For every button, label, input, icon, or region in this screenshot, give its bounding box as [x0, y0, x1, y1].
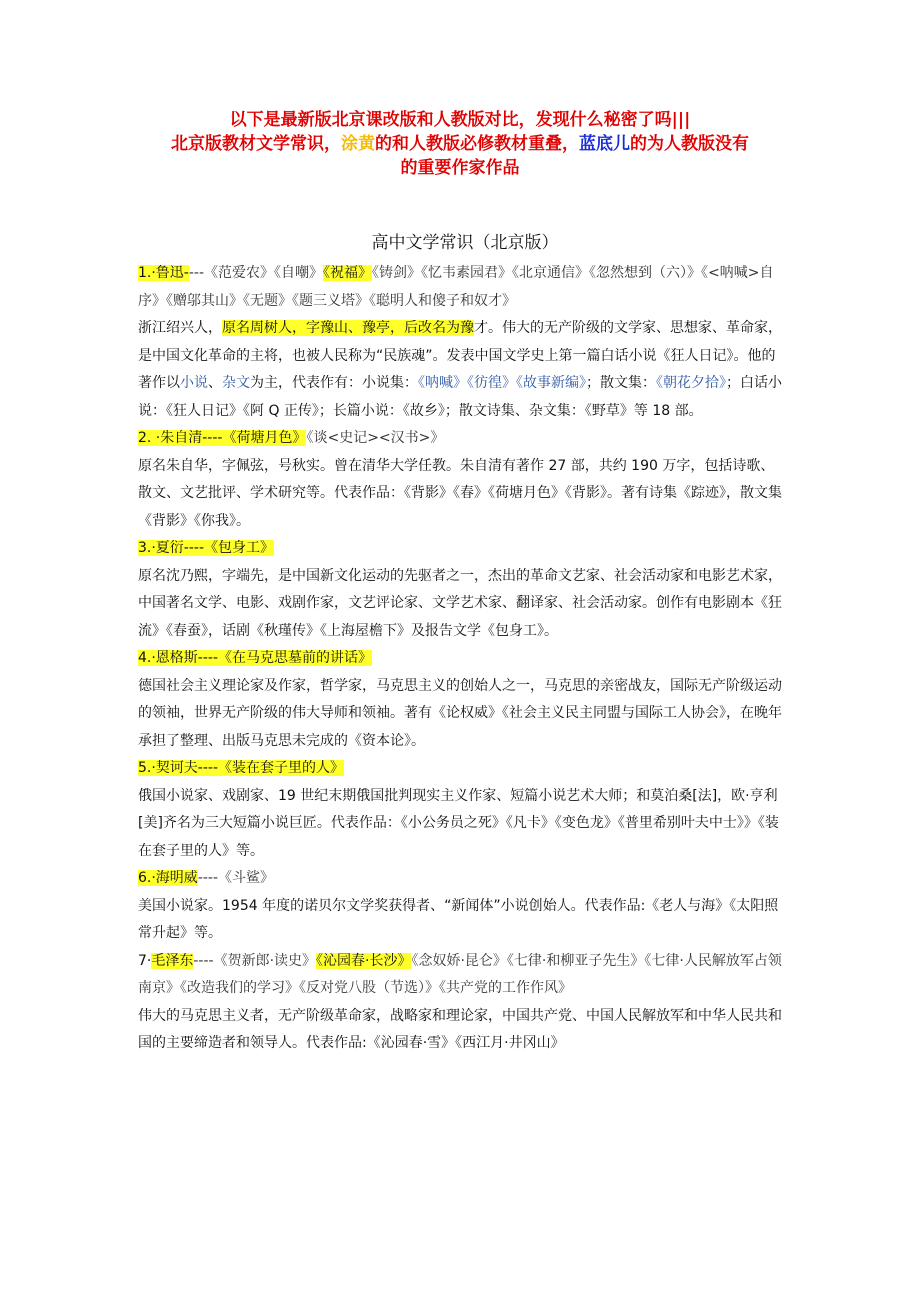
notice-text: 的为人教版没有: [630, 134, 749, 154]
body-text: ；散文集：: [586, 375, 656, 391]
works-list: 《谈<史记><汉书>》: [306, 430, 445, 446]
highlighted-work: 《祝福》: [323, 265, 373, 281]
highlighted-author: 1.·鲁迅-: [138, 265, 189, 281]
entry-body: 德国社会主义理论家及作家，哲学家，马克思主义的创始人之一，马克思的亲密战友，国际无产阶级运动的领袖，世界无产阶级的伟大导师和领袖。著有《论权威》《社会主义民主同盟与国际工人协会》，在晚年承担了整理、出版马克思未完成的《资本论》。: [138, 677, 782, 749]
blue-text: 《呐喊》《彷徨》《故事新编》: [418, 375, 586, 391]
body-text: ；白话小说：《狂人日记》《阿 Q 正传》；长篇小说：《故乡》；散文诗集、杂文集：《野草》等 18 部。: [138, 375, 782, 419]
entry-heading: [138, 645, 788, 673]
entry-body: 美国小说家。1954 年度的诺贝尔文学奖获得者、“新闻体”小说创始人。代表作品:《老人与海》《太阳照常升起》等。: [138, 897, 779, 941]
blue-text: 《朝花夕拾》: [656, 375, 726, 391]
highlighted-author: 毛泽东: [151, 952, 194, 969]
entry-heading: [138, 260, 788, 315]
notice-line-1: 以下是最新版北京课改版和人教版对比，发现什么秘密了吗|||: [229, 110, 691, 130]
notice-line-2: [120, 132, 800, 156]
entry-heading: [138, 535, 788, 563]
body-text: 为主，代表作有：小说集：: [250, 375, 418, 391]
entries-list: [138, 260, 788, 1058]
works-list: 《念奴娇·昆仑》《七律·和柳亚子先生》《七律·人民解放军占领南京》《改造我们的学习》《反对党八股（节选）》《共产党的工作作风》: [138, 952, 782, 996]
entry-heading: [138, 865, 788, 893]
works-list: ----《贺新郎·读史》: [193, 952, 317, 969]
works-list: ----《斗鲨》: [197, 870, 275, 886]
entry-heading: [138, 948, 788, 1003]
highlighted-text: 原名周树人，字豫山、豫亭，后改名为豫: [222, 320, 474, 336]
works-list: ---《范爱农》《自嘲》: [188, 265, 324, 281]
highlighted-work: 《沁园春·长沙》: [316, 952, 412, 969]
body-text: 才。伟大的无产阶级的文学家、思想家、革命家，是中国文化革命的主将，也被人民称为“民族魂”。发表中国文学史上第一篇白话小说《狂人日记》。他的著作以: [138, 320, 782, 391]
highlighted-author: 6.·海明威: [138, 870, 198, 886]
body-text: 、: [208, 375, 222, 391]
highlighted-author: 4.·恩格斯----《在马克思墓前的讲话》: [138, 650, 373, 666]
highlighted-author: 5.·契诃夫----《装在套子里的人》: [138, 760, 345, 776]
entry-heading: [138, 755, 788, 783]
notice-text: 的和人教版必修教材重叠，: [375, 134, 579, 154]
entry-body: 原名朱自华，字佩弦，号秋实。曾在清华大学任教。朱自清有著作 27 部，共约 190 万字，包括诗歌、散文、文艺批评、学术研究等。代表作品：《背影》《春》《荷塘月色》《背影》。著有诗集《踪迹》，散文集《背影》《你我》。: [138, 457, 782, 529]
notice-line-3: 的重要作家作品: [400, 158, 520, 178]
entry-body: 俄国小说家、戏剧家、19 世纪末期俄国批判现实主义作家、短篇小说艺术大师；和莫泊桑[法]，欧·亨利[美]齐名为三大短篇小说巨匠。代表作品：《小公务员之死》《凡卡》《变色龙》《普里希别叶夫中士》》《装在套子里的人》等。: [138, 787, 779, 859]
entry-body: [138, 315, 788, 425]
entry-body: 原名沈乃熙，字端先，是中国新文化运动的先驱者之一，杰出的革命文艺家、社会活动家和电影艺术家，中国著名文学、电影、戏剧作家，文艺评论家、文学艺术家、翻译家、社会活动家。创作有电影剧本《狂流》《春蚕》，话剧《秋瑾传》《上海屋檐下》及报告文学《包身工》。: [138, 567, 782, 639]
blue-text: 杂文: [222, 375, 250, 391]
document-title: 高中文学常识（北京版）: [371, 233, 559, 253]
body-text: 浙江绍兴人，: [138, 320, 222, 336]
entry-number: 7·: [138, 952, 152, 969]
blue-legend: 蓝底儿: [579, 134, 630, 154]
blue-text: 小说: [180, 375, 208, 391]
highlighted-author: 2. ·朱自清----《荷塘月色》: [138, 430, 307, 446]
highlighted-author: 3.·夏衍----《包身工》: [138, 540, 275, 556]
entry-heading: [138, 425, 788, 453]
notice-header: [120, 108, 800, 180]
entry-body: 伟大的马克思主义者，无产阶级革命家，战略家和理论家，中国共产党、中国人民解放军和中华人民共和国的主要缔造者和领导人。代表作品:《沁园春·雪》《西江月·井冈山》: [138, 1007, 782, 1051]
yellow-legend: 涂黄: [341, 134, 375, 154]
works-list: 《铸剑》《忆韦素园君》《北京通信》《忽然想到（六）》《<呐喊>自序》《赠邬其山》《无题》《题三义塔》《聪明人和傻子和奴才》: [138, 265, 774, 309]
notice-text: 北京版教材文学常识，: [171, 134, 341, 154]
